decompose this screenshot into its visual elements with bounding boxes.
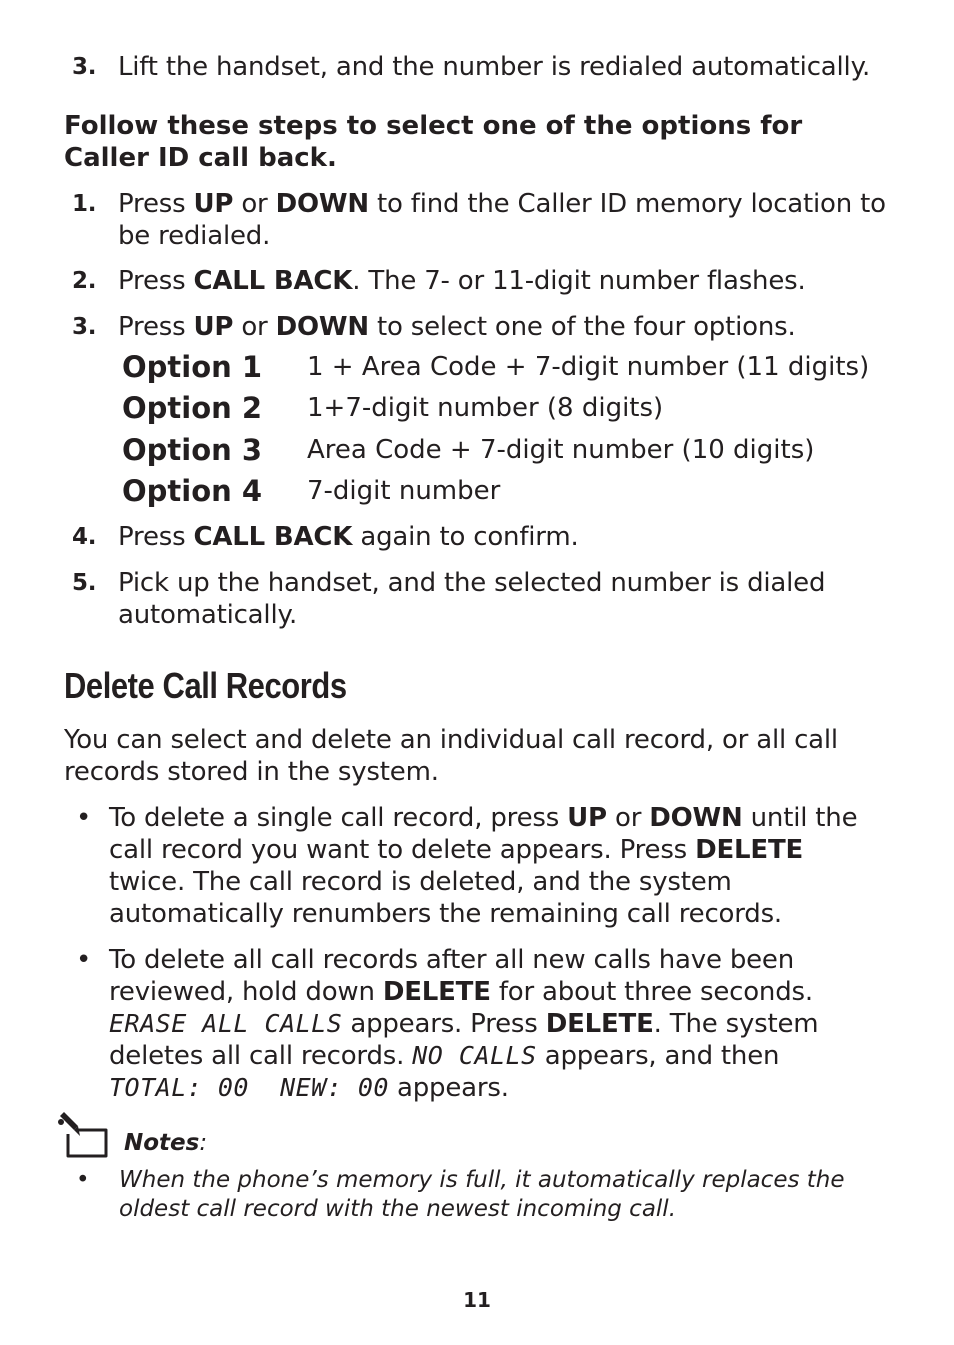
option-row [122, 389, 882, 429]
bullet-dot: • [76, 945, 92, 975]
lead-paragraph: Follow these steps to select one of the options for Caller ID call back. [64, 111, 803, 173]
step-number: 1. [72, 191, 97, 217]
step-number: 2. [72, 268, 97, 294]
page-number: 11 [463, 1288, 491, 1312]
bullet-text: To delete a single call record, press UP or DOWN until the call record you want to delete appears. Press DELETE twice. The call record is deleted, and the system automatically renumbers the remaining call records. [109, 803, 858, 929]
step-number: 4. [72, 524, 97, 550]
bullet-text: To delete all call records after all new calls have been reviewed, hold down DELETE for about three seconds. ERASE ALL CALLS appears. Press DELETE. The system deletes all call records. NO CALLS appears, and then TOTAL: 00 NEW: 00 appears. [109, 945, 819, 1103]
step-text: Lift the handset, and the number is redialed automatically. [118, 52, 871, 82]
step-text: Pick up the handset, and the selected number is dialed automatically. [118, 568, 826, 630]
step-number: 5. [72, 570, 97, 596]
lcd-total-new: TOTAL: 00 NEW: 00 [109, 1073, 389, 1102]
section-intro: You can select and delete an individual call record, or all call records stored in the system. [64, 725, 838, 787]
section-heading: Delete Call Records [64, 665, 347, 706]
bullet-dot: • [76, 803, 92, 833]
option-desc: 1 + Area Code + 7-digit number (11 digits) [307, 352, 870, 382]
bullet-dot: • [76, 1167, 90, 1193]
step-number: 3. [72, 54, 97, 80]
option-desc: 1+7-digit number (8 digits) [307, 393, 664, 423]
option-label: Option 3 [122, 433, 263, 467]
option-row [122, 431, 882, 471]
note-pencil-icon [56, 1112, 112, 1162]
option-label: Option 4 [122, 474, 263, 508]
lcd-no-calls: NO CALLS [412, 1041, 537, 1070]
lcd-erase-all-calls: ERASE ALL CALLS [109, 1009, 343, 1038]
step-text: Press UP or DOWN to find the Caller ID memory location to be redialed. [118, 189, 886, 251]
step-text: Press UP or DOWN to select one of the four options. [118, 312, 796, 342]
option-desc: 7-digit number [307, 476, 501, 506]
option-desc: Area Code + 7-digit number (10 digits) [307, 435, 815, 465]
note-text: When the phone’s memory is full, it automatically replaces the oldest call record with the newest incoming call. [119, 1167, 845, 1222]
step-text: Press CALL BACK again to confirm. [118, 522, 579, 552]
step-number: 3. [72, 314, 97, 340]
step-text: Press CALL BACK. The 7- or 11-digit number flashes. [118, 266, 806, 296]
option-row [122, 472, 882, 512]
option-row [122, 348, 882, 388]
notes-label: Notes: [124, 1130, 208, 1156]
option-label: Option 1 [122, 350, 263, 384]
option-label: Option 2 [122, 391, 263, 425]
